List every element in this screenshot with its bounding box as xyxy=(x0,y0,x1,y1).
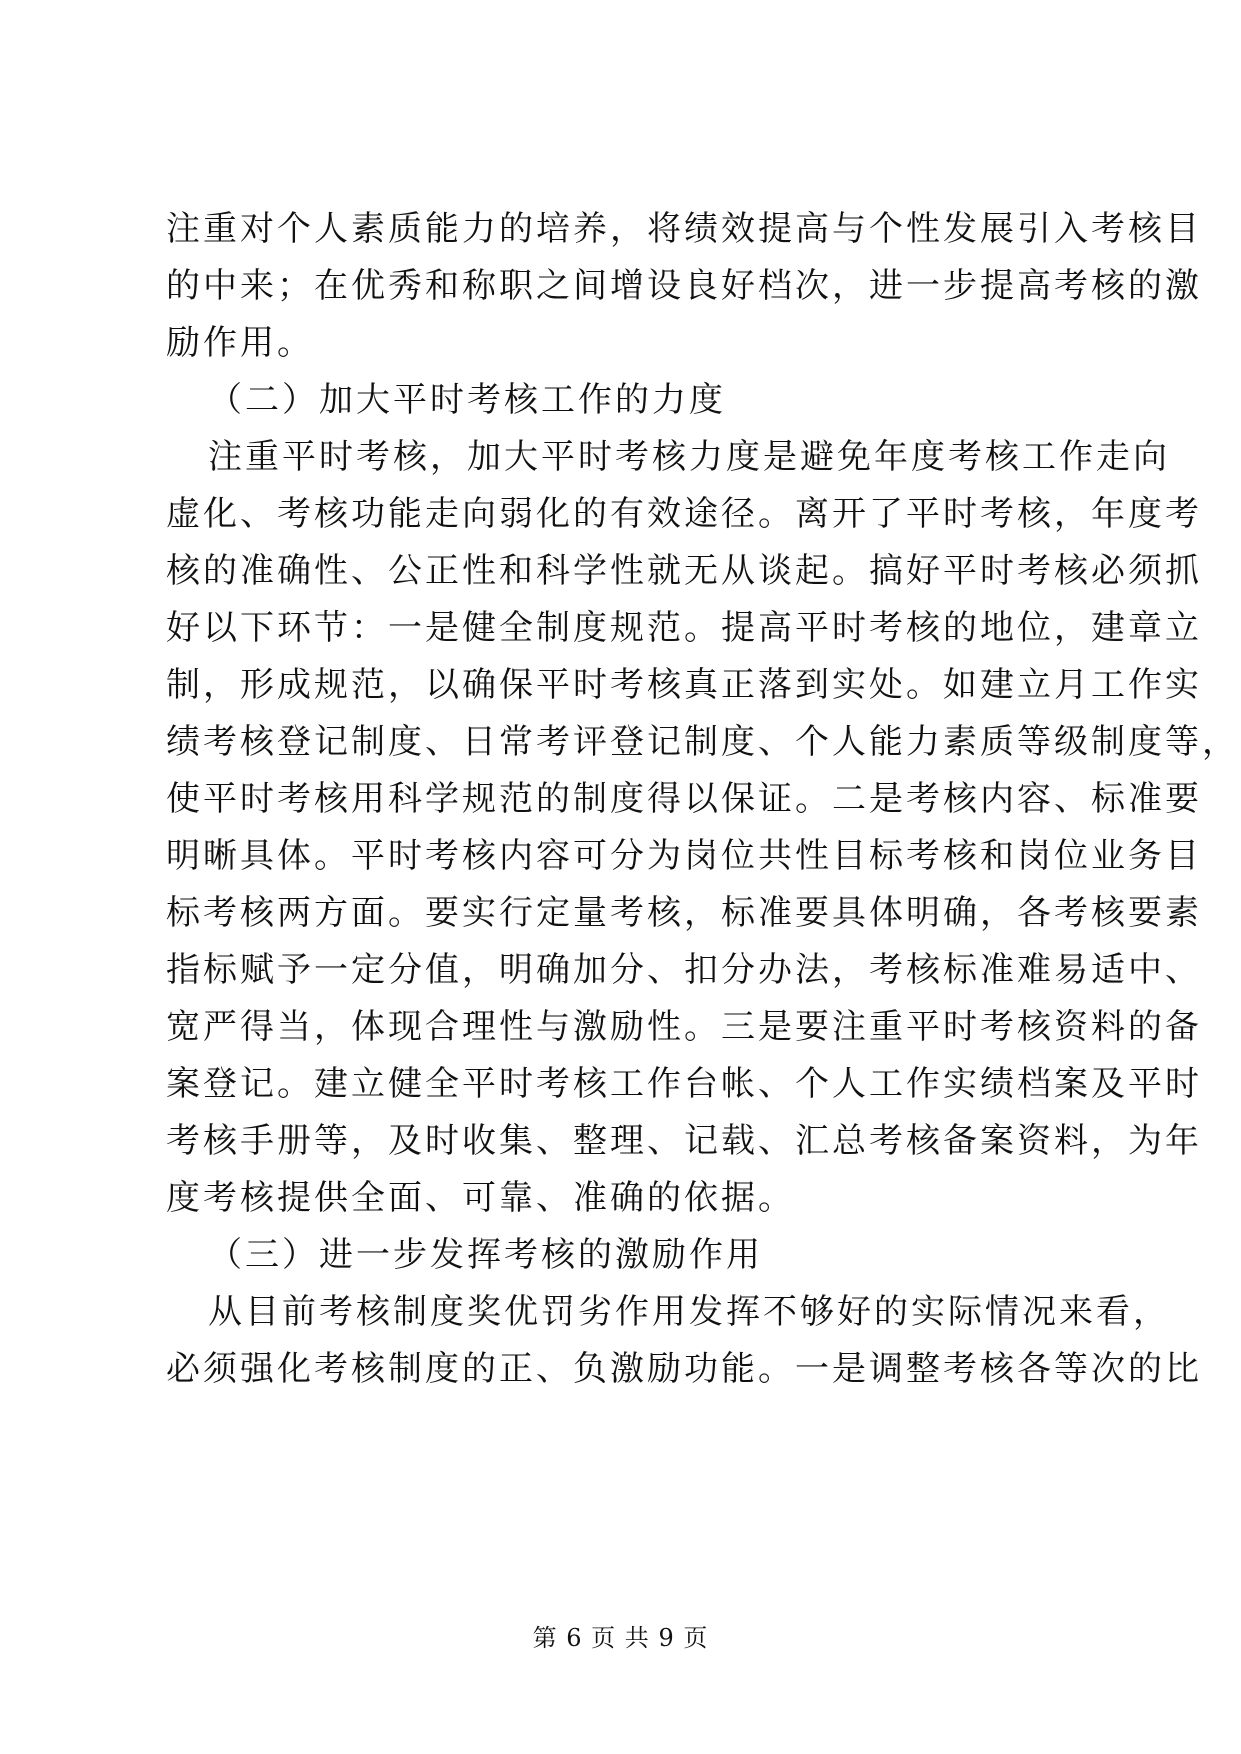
text-line: 考核手册等，及时收集、整理、记载、汇总考核备案资料，为年 xyxy=(166,1121,1202,1161)
page-footer: 第 6 页 共 9 页 xyxy=(532,1624,709,1652)
text-line: 好以下环节：一是健全制度规范。提高平时考核的地位，建章立 xyxy=(166,608,1202,648)
text-line: 核的准确性、公正性和科学性就无从谈起。搞好平时考核必须抓 xyxy=(166,551,1202,591)
text-line: 标考核两方面。要实行定量考核，标准要具体明确，各考核要素 xyxy=(166,893,1202,933)
text-line: 绩考核登记制度、日常考评登记制度、个人能力素质等级制度等， xyxy=(166,722,1239,762)
text-line: 案登记。建立健全平时考核工作台帐、个人工作实绩档案及平时 xyxy=(166,1064,1202,1104)
text-line: 指标赋予一定分值，明确加分、扣分办法，考核标准难易适中、 xyxy=(166,950,1202,990)
text-line: 的中来；在优秀和称职之间增设良好档次，进一步提高考核的激 xyxy=(166,266,1202,306)
text-line: 注重平时考核，加大平时考核力度是避免年度考核工作走向 xyxy=(208,437,1170,477)
text-line: 从目前考核制度奖优罚劣作用发挥不够好的实际情况来看， xyxy=(208,1292,1170,1332)
text-line: 使平时考核用科学规范的制度得以保证。二是考核内容、标准要 xyxy=(166,779,1202,819)
text-line: 虚化、考核功能走向弱化的有效途径。离开了平时考核，年度考 xyxy=(166,494,1202,534)
text-line: 必须强化考核制度的正、负激励功能。一是调整考核各等次的比 xyxy=(166,1349,1202,1389)
section-heading: （三）进一步发挥考核的激励作用 xyxy=(208,1235,763,1275)
text-line: 励作用。 xyxy=(166,323,314,363)
text-line: 制，形成规范，以确保平时考核真正落到实处。如建立月工作实 xyxy=(166,665,1202,705)
text-line: 度考核提供全面、可靠、准确的依据。 xyxy=(166,1178,795,1218)
text-line: 宽严得当，体现合理性与激励性。三是要注重平时考核资料的备 xyxy=(166,1007,1202,1047)
text-line: 明晰具体。平时考核内容可分为岗位共性目标考核和岗位业务目 xyxy=(166,836,1202,876)
section-heading: （二）加大平时考核工作的力度 xyxy=(208,380,726,420)
text-line: 注重对个人素质能力的培养，将绩效提高与个性发展引入考核目 xyxy=(166,209,1202,249)
